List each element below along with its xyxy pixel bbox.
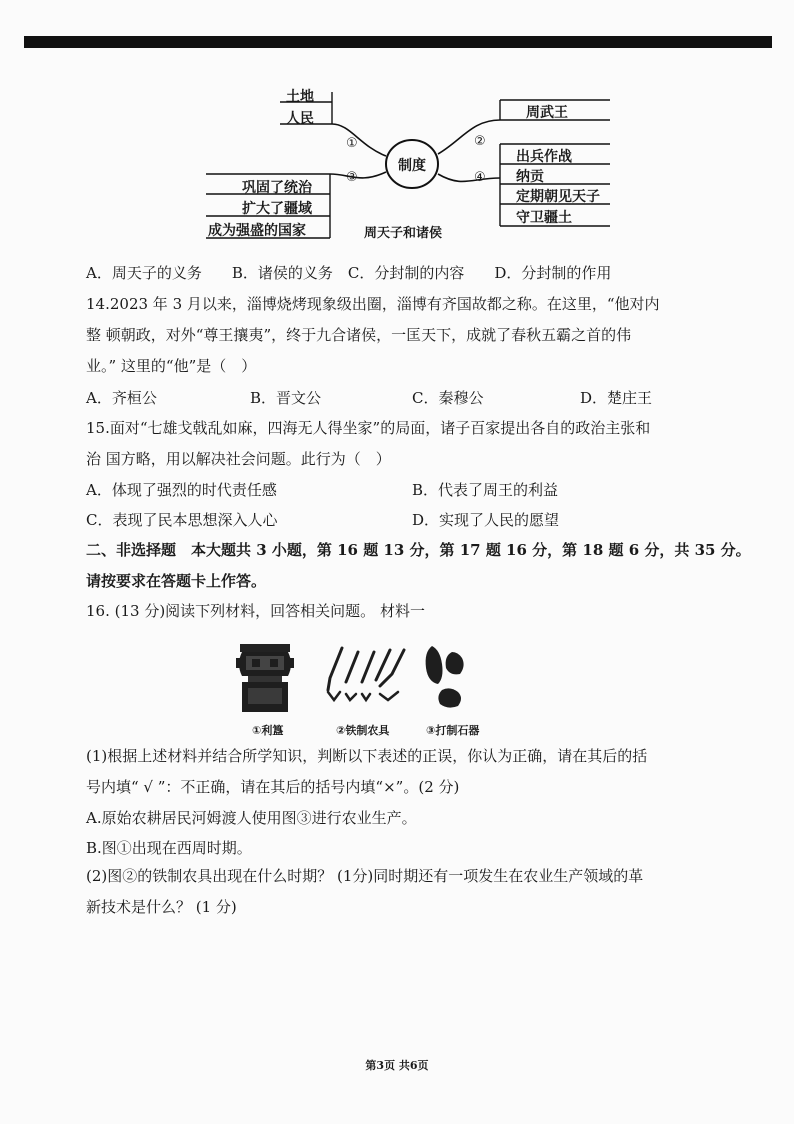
section2-instruction: 请按要求在答题卡上作答。 [86, 572, 267, 590]
q16-statement-b: B.图①出现在西周时期。 [86, 839, 252, 857]
q16-intro: 16. (13 分)阅读下列材料，回答相关问题。 材料一 [86, 602, 425, 620]
right-top-item-1: 周武王 [526, 105, 568, 121]
q14-line-1: 14.2023 年 3 月以来，淄博烧烤现象级出圈，淄博有齐国故都之称。在这里，“他对内 [86, 295, 660, 313]
section2-heading: 二、非选择题 本大题共 3 小题，第 16 题 13 分，第 17 题 16 分，第 18 题 6 分，共 35 分。 [86, 541, 751, 559]
marker-2: ② [474, 134, 486, 149]
q16-statement-a: A.原始农耕居民河姆渡人使用图③进行农业生产。 [86, 809, 417, 827]
q14-line-3: 业。” 这里的“他”是（ ） [86, 357, 257, 375]
q15-line-2: 治 国方略，用以解决社会问题。此行为（ ） [86, 450, 391, 468]
marker-4: ④ [474, 170, 486, 185]
iron-tools-image [328, 648, 404, 700]
right-bottom-item-1: 出兵作战 [516, 149, 572, 165]
left-bottom-item-1: 巩固了统治 [242, 180, 312, 196]
q15-option-b: B．代表了周王的利益 [412, 481, 559, 499]
right-bottom-item-3: 定期朝见天子 [516, 189, 600, 205]
q15-option-a: A．体现了强烈的时代责任感 [86, 481, 277, 499]
marker-3: ③ [346, 170, 358, 185]
q13-options: A．周天子的义务 B．诸侯的义务 C．分封制的内容 D．分封制的作用 [86, 264, 612, 282]
q15-option-c: C．表现了民本思想深入人心 [86, 511, 278, 529]
q14-option-b: B．晋文公 [250, 389, 322, 407]
q14-option-d: D．楚庄王 [580, 389, 653, 407]
left-bottom-item-3: 成为强盛的国家 [208, 223, 306, 239]
right-bottom-item-4: 守卫疆土 [516, 210, 572, 226]
ligui-vessel-image [236, 644, 294, 712]
right-bottom-item-2: 纳贡 [516, 169, 544, 185]
q14-option-a: A．齐桓公 [86, 389, 157, 407]
page-footer: 第3页 共6页 [365, 1059, 429, 1072]
top-border [24, 36, 772, 48]
pic-label-3: ③打制石器 [426, 724, 480, 737]
q16-part1-line-2: 号内填“ √ ”：不正确，请在其后的括号内填“×”。(2 分) [86, 778, 460, 796]
left-bottom-item-2: 扩大了疆域 [242, 201, 312, 217]
q16-part1-line-1: (1)根据上述材料并结合所学知识，判断以下表述的正误，你认为正确，请在其后的括 [86, 747, 648, 765]
q14-line-2: 整 顿朝政，对外“尊王攘夷”，终于九合诸侯，一匡天下，成就了春秋五霸之首的伟 [86, 326, 632, 344]
q14-option-c: C．秦穆公 [412, 389, 484, 407]
pic-label-2: ②铁制农具 [336, 724, 390, 737]
stone-tools-image [426, 646, 464, 708]
left-top-item-1: 土地 [286, 89, 314, 105]
q16-part2-line-1: (2)图②的铁制农具出现在什么时期？ (1分)同时期还有一项发生在农业生产领域的革 [86, 867, 644, 885]
marker-1: ① [346, 136, 358, 151]
mind-map-diagram [200, 84, 620, 250]
q16-part2-line-2: 新技术是什么？ (1 分) [86, 898, 237, 916]
center-node: 制度 [398, 158, 426, 174]
q15-option-d: D．实现了人民的愿望 [412, 511, 560, 529]
pic-label-1: ①利簋 [252, 724, 284, 737]
material-images [230, 638, 480, 738]
left-top-item-2: 人民 [286, 111, 314, 127]
q15-line-1: 15.面对“七雄戈戟乱如麻，四海无人得坐家”的局面，诸子百家提出各自的政治主张和 [86, 419, 651, 437]
diagram-caption: 周天子和诸侯 [364, 226, 443, 241]
